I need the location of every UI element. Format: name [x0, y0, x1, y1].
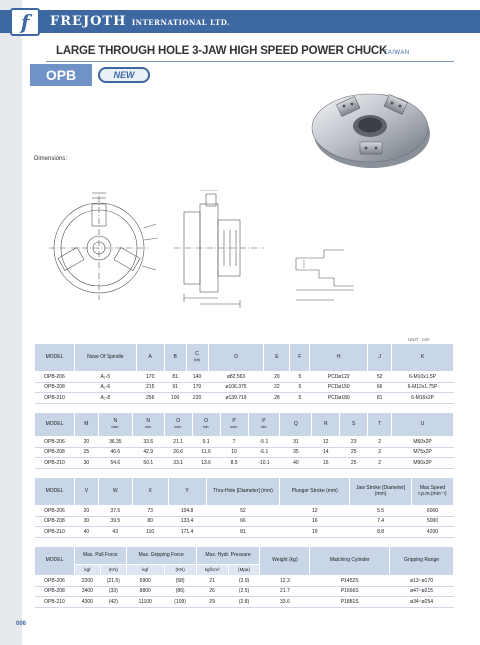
table-cell: 50.1	[132, 458, 164, 469]
spec-table-1	[34, 343, 454, 404]
table-cell: OPB-208	[35, 447, 75, 458]
unit-label: UNIT : mm	[408, 337, 430, 342]
col-c: C (h6)	[186, 344, 208, 372]
front-view-drawing	[49, 193, 158, 300]
col-y: Y	[168, 478, 206, 506]
table-cell: 80	[132, 516, 168, 527]
col-plunger-stroke: Plunger Stroke (mm)	[280, 478, 350, 506]
table-cell: PCDø150	[310, 382, 368, 393]
col-gripping-range: Gripping Range	[390, 547, 454, 576]
col-h: H	[310, 344, 368, 372]
col-max-gripping-force: Max. Gripping Force	[126, 547, 196, 565]
table-cell: (109)	[164, 597, 196, 608]
table-cell: (58)	[164, 576, 196, 587]
table-cell: ø13~ø170	[390, 576, 454, 587]
table-cell: (33)	[100, 586, 126, 597]
table-cell: 36.35	[98, 437, 132, 448]
table-cell: 9.1	[192, 437, 220, 448]
table-cell: 40	[74, 527, 98, 538]
table-cell: 13.6	[192, 458, 220, 469]
subheader-cell: (KN)	[164, 565, 196, 576]
table-header-row	[35, 413, 454, 437]
table-cell: 8800	[126, 586, 164, 597]
table-cell: 8.8	[350, 527, 412, 538]
table-cell: 91	[164, 382, 186, 393]
frejoth-logo-icon: f	[10, 8, 40, 36]
table-cell: 12	[280, 506, 350, 517]
product-title: LARGE THROUGH HOLE 3-JAW HIGH SPEED POWER CHUCK	[56, 45, 388, 57]
table-cell: OPB-210	[35, 527, 75, 538]
table-row	[35, 586, 454, 597]
table-cell: -10.1	[248, 458, 280, 469]
table-cell: 2	[368, 458, 392, 469]
col-b: B	[164, 344, 186, 372]
table-cell: A₂-8	[74, 393, 136, 404]
table-cell: 8.5	[220, 458, 248, 469]
table-cell: 170	[186, 382, 208, 393]
table-cell: P1452S	[310, 576, 390, 587]
table-cell: 14	[312, 447, 340, 458]
table-cell: PCDø122	[310, 372, 368, 383]
table-cell: 6-M16x2P	[392, 393, 454, 404]
table-cell: 30	[74, 458, 98, 469]
subheader-cell: kgf	[126, 565, 164, 576]
table-cell: 52	[368, 372, 392, 383]
table-row	[35, 372, 454, 383]
table-cell: 25	[340, 458, 368, 469]
origin-label: TAIWAN	[384, 50, 410, 56]
subheader-cell: kgf	[74, 565, 100, 576]
table-cell: 3400	[74, 586, 100, 597]
col-max-speed: Max.Speed r.p.m.(min⁻¹)	[411, 478, 453, 506]
col-e: E	[264, 344, 290, 372]
table-cell: 81	[206, 527, 280, 538]
table-row	[35, 458, 454, 469]
col-f: F	[290, 344, 310, 372]
table-cell: 110	[132, 527, 168, 538]
table-cell: OPB-208	[35, 516, 75, 527]
table-cell: 33.6	[260, 597, 310, 608]
col-c-sub: (h6)	[193, 357, 201, 362]
table-cell: ø34~ø254	[390, 597, 454, 608]
col-u: U	[392, 413, 454, 437]
table-cell: 54.6	[98, 458, 132, 469]
col-model: MODEL	[35, 478, 75, 506]
table-cell: P1881S	[310, 597, 390, 608]
col-d: D	[208, 344, 264, 372]
col-o-min: O min.	[192, 413, 220, 437]
table-cell: M60x2P	[392, 437, 454, 448]
table-cell: 5	[290, 393, 310, 404]
table-cell: ø106.375	[208, 382, 264, 393]
table-cell: 6000	[411, 506, 453, 517]
spec-table-2	[34, 412, 454, 469]
table-cell: M90x2P	[392, 458, 454, 469]
table-cell: 33.1	[164, 458, 192, 469]
table-cell: 140	[186, 372, 208, 383]
col-max-pull-force: Max. Pull Force	[74, 547, 126, 565]
table-cell: 5	[290, 382, 310, 393]
table-row	[35, 437, 454, 448]
table-cell: 46.6	[98, 447, 132, 458]
table-cell: 2	[368, 437, 392, 448]
dimensions-label: Dimensions:	[34, 156, 68, 162]
table-cell: 31	[280, 437, 312, 448]
table-cell: ø82.563	[208, 372, 264, 383]
table-cell: (86)	[164, 586, 196, 597]
col-a: A	[136, 344, 164, 372]
subheader-cell: (KN)	[100, 565, 126, 576]
table-cell: 26	[196, 586, 228, 597]
col-p-max: P max.	[220, 413, 248, 437]
table-cell: 2	[368, 447, 392, 458]
col-j: J	[368, 344, 392, 372]
table-cell: 29	[196, 597, 228, 608]
title-underline	[46, 61, 454, 62]
table-header-row	[35, 478, 454, 506]
table-cell: 33.6	[132, 437, 164, 448]
table-cell: 4300	[74, 597, 100, 608]
table-row	[35, 597, 454, 608]
col-m: M	[74, 413, 98, 437]
col-t: T	[368, 413, 392, 437]
brand-name: FREJOTH INTERNATIONAL LTD.	[50, 14, 230, 29]
col-n-min: N min.	[132, 413, 164, 437]
table-cell: 21.1	[164, 437, 192, 448]
table-row	[35, 382, 454, 393]
col-w: W	[98, 478, 132, 506]
table-cell: 220	[186, 393, 208, 404]
table-cell: 171.4	[168, 527, 206, 538]
table-row	[35, 447, 454, 458]
table-cell: 170	[136, 372, 164, 383]
subheader-cell: kgf/cm²	[196, 565, 228, 576]
table-row	[35, 576, 454, 587]
col-model: MODEL	[35, 413, 75, 437]
col-matching-cylinder: Matching Cylinder	[310, 547, 390, 576]
table-cell: 100	[164, 393, 186, 404]
col-p-min: P min.	[248, 413, 280, 437]
table-cell: 7	[220, 437, 248, 448]
table-cell: 10	[220, 447, 248, 458]
table-cell: 4200	[411, 527, 453, 538]
table-cell: 66	[368, 382, 392, 393]
table-cell: 73	[132, 506, 168, 517]
table-cell: 42.9	[132, 447, 164, 458]
table-row	[35, 393, 454, 404]
table-cell: 81	[164, 372, 186, 383]
table-header-row	[35, 344, 454, 372]
spec-table-4	[34, 546, 454, 608]
table-cell: 7.4	[350, 516, 412, 527]
table-cell: 40	[280, 458, 312, 469]
col-model: MODEL	[35, 344, 75, 372]
table-cell: 104.8	[168, 506, 206, 517]
table-cell: 37.5	[98, 506, 132, 517]
table-cell: -6.1	[248, 447, 280, 458]
model-code-badge: OPB	[30, 64, 92, 86]
table-cell: OPB-206	[35, 372, 75, 383]
table-cell: 19	[280, 527, 350, 538]
table-cell: 20	[74, 506, 98, 517]
table-cell: 12	[312, 437, 340, 448]
col-max-hydr-pressure: Max. Hydr. Pressure	[196, 547, 260, 565]
table-cell: 25	[74, 447, 98, 458]
table-cell: ø47~ø215	[390, 586, 454, 597]
col-s: S	[340, 413, 368, 437]
table-cell: OPB-206	[35, 437, 75, 448]
table-cell: 28	[264, 393, 290, 404]
col-model: MODEL	[35, 547, 75, 576]
table-cell: 20	[74, 437, 98, 448]
col-x: X	[132, 478, 168, 506]
table-cell: -5.1	[248, 437, 280, 448]
table-row	[35, 516, 454, 527]
chuck-product-photo	[298, 76, 438, 174]
table-cell: OPB-208	[35, 382, 75, 393]
col-r: R	[312, 413, 340, 437]
table-cell: (21.5)	[100, 576, 126, 587]
table-cell: 215	[136, 382, 164, 393]
table-cell: 5900	[126, 576, 164, 587]
table-cell: OPB-210	[35, 393, 75, 404]
table-cell: 11.6	[192, 447, 220, 458]
table-cell: 256	[136, 393, 164, 404]
table-cell: 16	[312, 458, 340, 469]
subheader-cell: (Mpa)	[228, 565, 260, 576]
col-jaw-stroke: Jaw Stroke [Diameter] (mm)	[350, 478, 412, 506]
table-cell: 26.6	[164, 447, 192, 458]
spec-table-3	[34, 477, 454, 538]
table-cell: 6-M10x1.5P	[392, 372, 454, 383]
table-cell: 5.5	[350, 506, 412, 517]
table-row	[35, 527, 454, 538]
table-cell: 20	[264, 372, 290, 383]
table-cell: 12.3	[260, 576, 310, 587]
technical-drawing	[34, 190, 454, 320]
table-header-row	[35, 547, 454, 565]
brand-suffix: INTERNATIONAL LTD.	[131, 18, 230, 27]
table-cell: (42)	[100, 597, 126, 608]
table-cell: OPB-208	[35, 586, 75, 597]
col-q: Q	[280, 413, 312, 437]
table-cell: M75x2P	[392, 447, 454, 458]
table-cell: 43	[98, 527, 132, 538]
side-view-drawing	[174, 190, 264, 308]
col-o-max: O max.	[164, 413, 192, 437]
table-cell: 30	[74, 516, 98, 527]
col-n-max: N max.	[98, 413, 132, 437]
table-cell: 39.5	[98, 516, 132, 527]
col-nose-of-spindle: Nose Of Spindle	[74, 344, 136, 372]
table-cell: ø139.719	[208, 393, 264, 404]
table-cell: 2200	[74, 576, 100, 587]
table-cell: (2.0)	[228, 576, 260, 587]
table-cell: (2.5)	[228, 586, 260, 597]
detail-view-drawing	[296, 250, 354, 300]
table-cell: 21	[196, 576, 228, 587]
table-cell: 52	[206, 506, 280, 517]
table-cell: 22	[264, 382, 290, 393]
table-cell: OPB-210	[35, 458, 75, 469]
table-cell: OPB-210	[35, 597, 75, 608]
table-cell: 25	[340, 447, 368, 458]
table-cell: 66	[206, 516, 280, 527]
table-cell: OPB-206	[35, 576, 75, 587]
table-cell: A₂-5	[74, 372, 136, 383]
table-cell: 81	[368, 393, 392, 404]
table-cell: OPB-206	[35, 506, 75, 517]
table-cell: 11100	[126, 597, 164, 608]
table-cell: P1666S	[310, 586, 390, 597]
col-weight: Weight (kg)	[260, 547, 310, 576]
table-cell: 35	[280, 447, 312, 458]
table-cell: 16	[280, 516, 350, 527]
col-k: K	[392, 344, 454, 372]
page-number: 006	[16, 621, 27, 627]
left-margin-band	[0, 0, 22, 645]
table-cell: A₂-6	[74, 382, 136, 393]
table-cell: 5000	[411, 516, 453, 527]
col-thru-hole: Thru-Hole [Diameter] (mm)	[206, 478, 280, 506]
col-v: V	[74, 478, 98, 506]
table-cell: 6-M12x1.75P	[392, 382, 454, 393]
table-cell: 133.4	[168, 516, 206, 527]
table-cell: 23	[340, 437, 368, 448]
table-cell: PCDø180	[310, 393, 368, 404]
table-cell: (2.8)	[228, 597, 260, 608]
table-cell: 21.7	[260, 586, 310, 597]
table-cell: 5	[290, 372, 310, 383]
new-badge: NEW	[98, 67, 150, 83]
table-row	[35, 506, 454, 517]
